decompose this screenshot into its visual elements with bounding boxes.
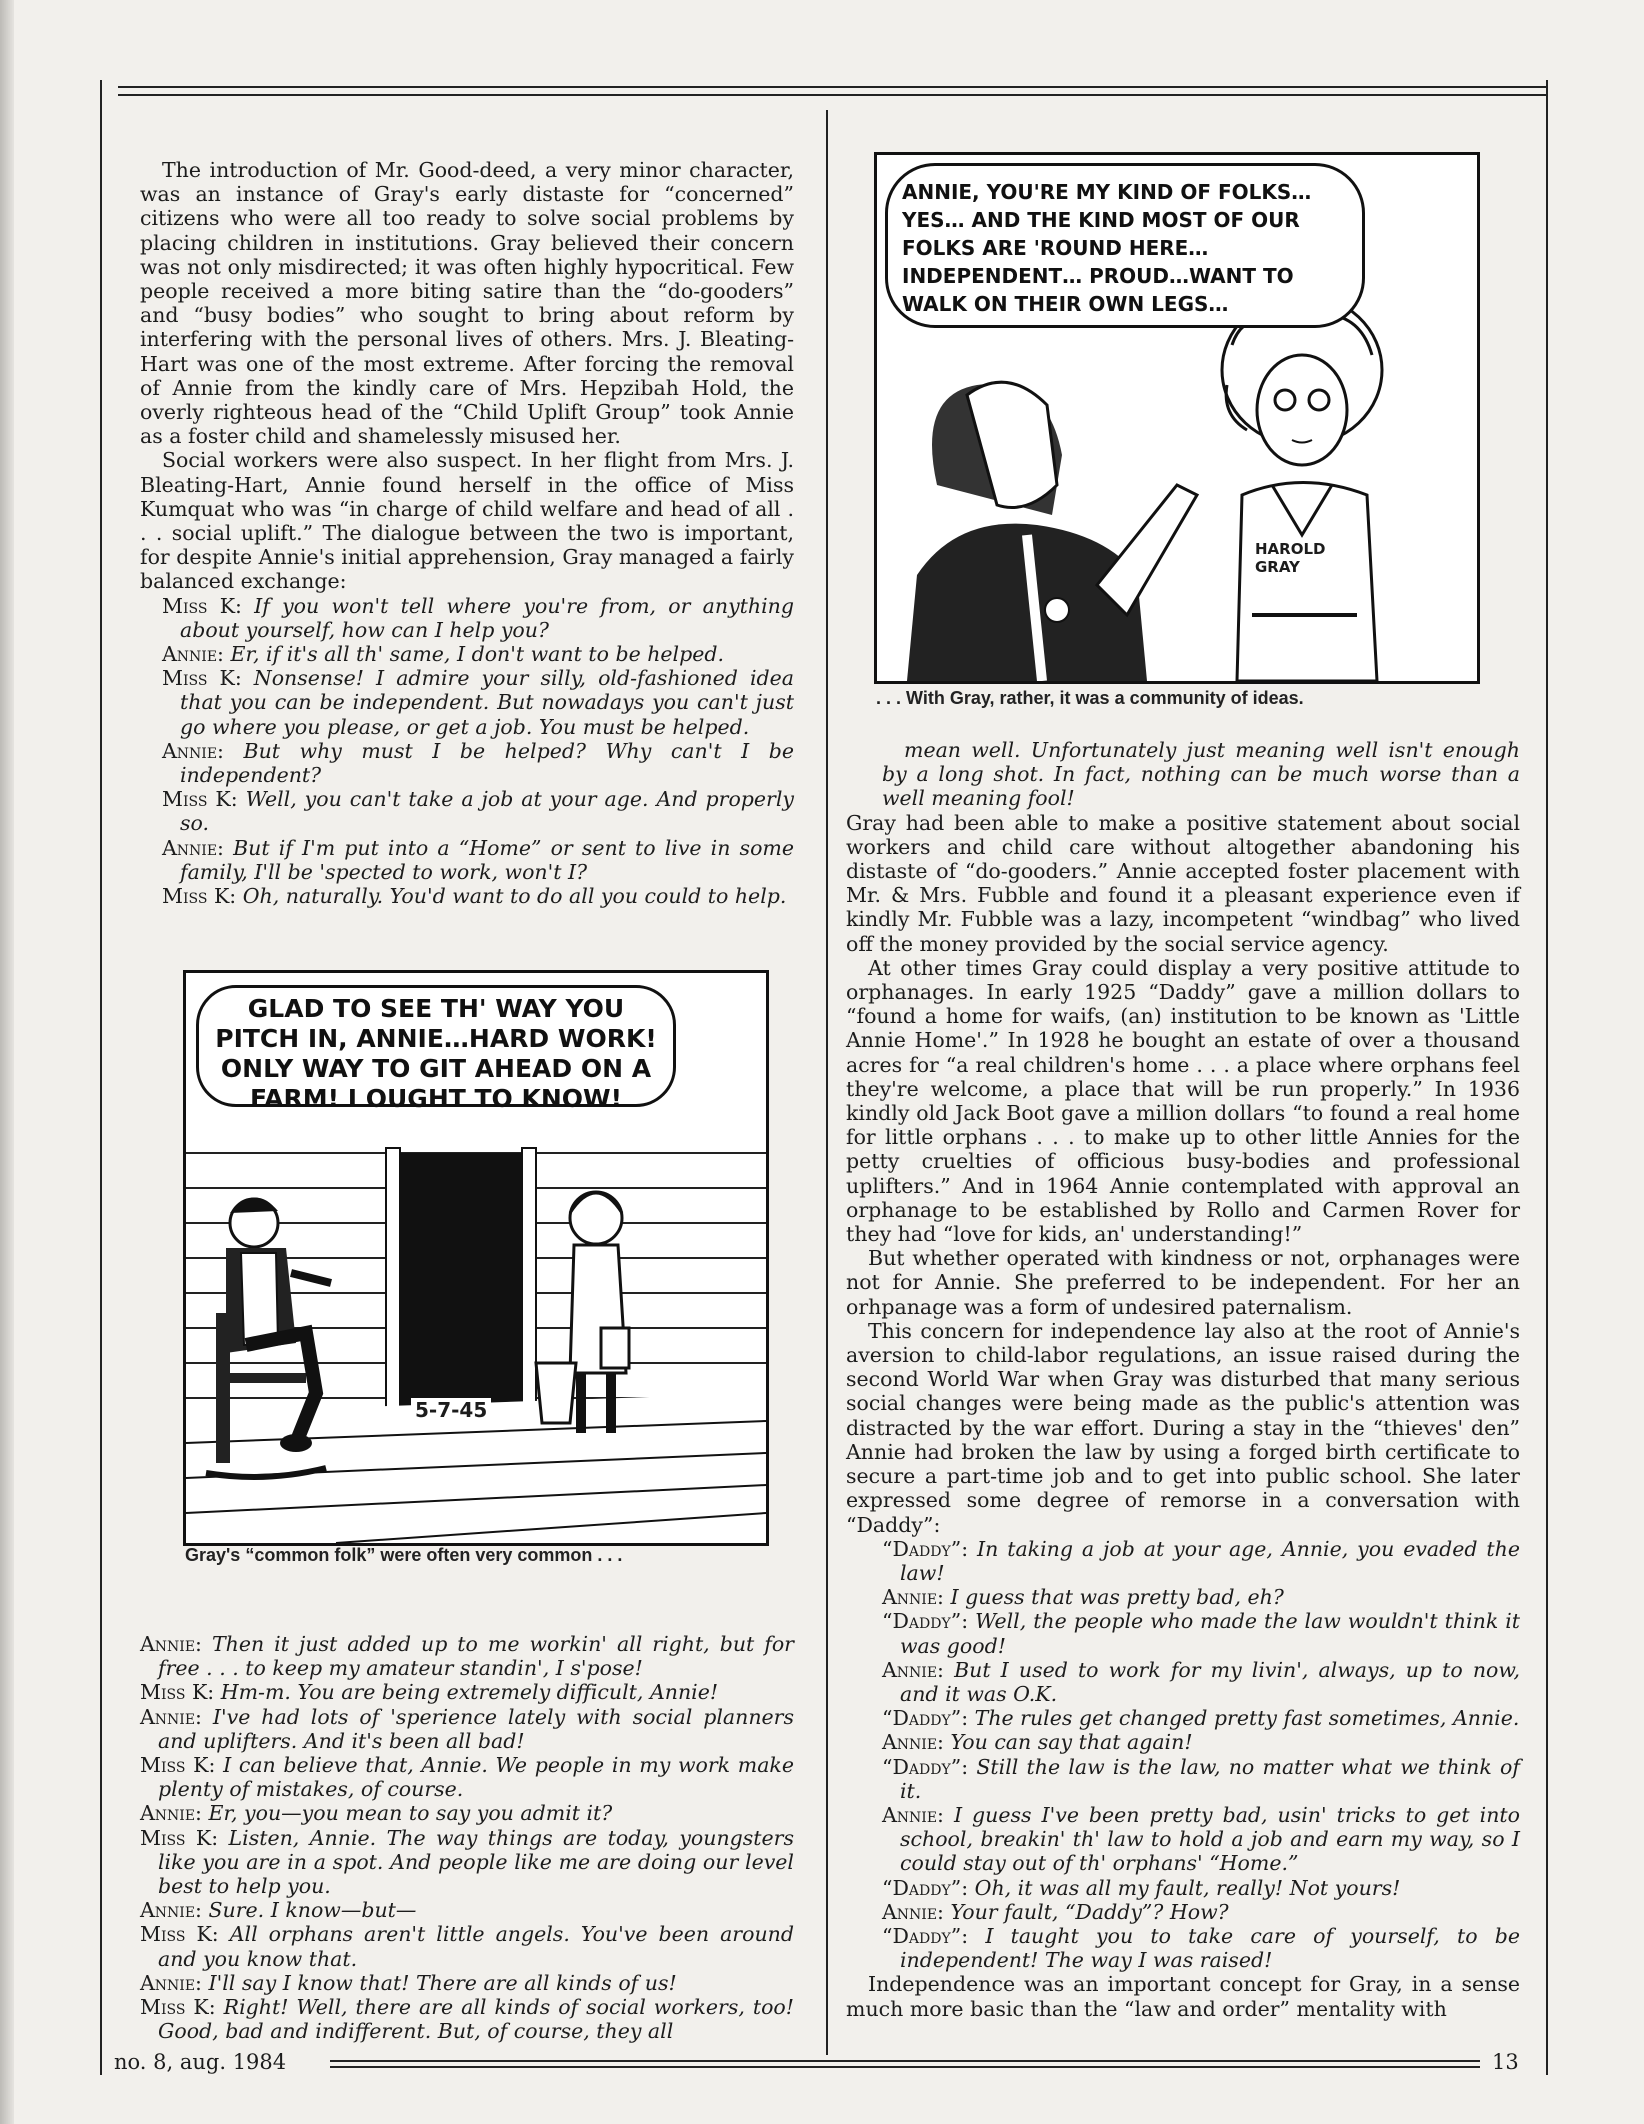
speaker-label: Annie: [140,1898,202,1923]
column-1-bottom [140,1632,794,2043]
paragraph: At other times Gray could display a very positive attitude to orphanages. In early 1925 “Daddy” gave a million dollars to “found a home for waifs, (an) institution to be known as 'Little Annie Home'.” In 1928 he bought an estate of over a thousand acres for “a real children's home . . . a place where orphans feel they're welcome, a place that will be run properly.” In 1936 kindly old Jack Boot gave a million dollars “to found a real home for little orphans . . . to make up to other little Annies for the petty cruelties of officious busy-bodies and professional uplifters.” And in 1964 Annie contemplated with approval an orphanage to be established by Rollo and Carmen Rover for they had “love for kids, an' understanding!” [846,955,1520,1247]
dialogue-text: The rules get changed pretty fast sometimes, Annie. [974,1706,1520,1731]
speaker-label: Annie: [882,1657,944,1682]
dialogue-line [162,642,794,666]
dialogue-line [140,1971,794,1995]
speaker-label: Annie: [882,1899,944,1924]
dialogue-line [140,1680,794,1704]
footer-rule-2 [330,2066,1480,2068]
dialogue-text: You can say that again! [950,1730,1193,1755]
artist-signature: HAROLD GRAY [1255,540,1335,576]
speaker-label: Annie: [882,1585,944,1610]
top-rule-2 [118,94,1546,96]
comic-caption-1: Gray's “common folk” were often very common . . . [185,1545,623,1565]
dialogue-line [882,1706,1520,1730]
speaker-label: Annie: [882,1730,944,1755]
dialogue-text: But I used to work for my livin', always, up to now, and it was O.K. [900,1657,1520,1706]
dialogue-text: In taking a job at your age, Annie, you evaded the law! [900,1536,1520,1585]
dialogue-text: All orphans aren't little angels. You've been around and you know that. [158,1922,794,1971]
speaker-label: “Daddy”: [882,1875,969,1900]
speaker-label: Miss K: [140,1995,216,2020]
dialogue-text: I've had lots of 'sperience lately with social planners and uplifters. And it's been all bad! [158,1704,794,1753]
page-border-left [100,80,102,2075]
dialogue-line [162,884,794,908]
speaker-label: Miss K: [140,1922,219,1947]
dialogue-line [882,1900,1520,1924]
speaker-label: “Daddy”: [882,1754,969,1779]
dialogue-text: Oh, it was all my fault, really! Not yours! [974,1875,1401,1900]
speaker-label: Miss K: [162,666,242,691]
paragraph: The introduction of Mr. Good-deed, a very minor character, was an instance of Gray's early distaste for “concerned” citizens who were all too ready to solve social problems by placing children in institutions. Gray believed their concern was not only misdirected; it was often highly hypocritical. Few people received a more biting satire than the “do-gooders” and “busy bodies” who sought to bring about reform by interfering with the personal lives of others. Mrs. J. Bleating-Hart was one of the most extreme. After forcing the removal of Annie from the kindly care of Mrs. Hepzibah Hold, the overly righteous head of the “Child Uplift Group” took Annie as a foster child and shamelessly misused her. [140,158,794,449]
dialogue-text: Well, the people who made the law wouldn't think it was good! [900,1609,1520,1658]
dialogue-line [140,1898,794,1922]
dialogue-text: Right! Well, there are all kinds of social workers, too! Good, bad and indifferent. But, of course, they all [158,1995,794,2044]
dialogue-text: Sure. I know—but— [208,1898,417,1923]
dialogue-line [162,666,794,739]
speaker-label: Annie: [162,642,224,667]
dialogue-line [162,787,794,835]
paragraph-final: Independence was an important concept for Gray, in a sense much more basic than the “law and order” mentality with [846,1972,1520,2021]
dialogue-line [140,1922,794,1970]
paragraph: Social workers were also suspect. In her flight from Mrs. J. Bleating-Hart, Annie found herself in the office of Miss Kumquat who was “in charge of child welfare and head of all . . . social uplift.” The dialogue between the two is important, for despite Annie's initial apprehension, Gray managed a fairly balanced exchange: [140,448,794,594]
comic-panel-folks [874,152,1480,684]
speaker-label: Miss K: [140,1753,216,1778]
speaker-label: Miss K: [162,787,238,812]
dialogue-line [140,1801,794,1825]
speech-balloon-2 [885,163,1365,328]
dialogue-text: Hm-m. You are being extremely difficult, Annie! [220,1680,719,1705]
dialogue-line [162,594,794,642]
comic-caption-2: . . . With Gray, rather, it was a community of ideas. [876,688,1304,708]
dialogue-line [882,1924,1520,1972]
issue-label: no. 8, aug. 1984 [110,2050,290,2074]
speaker-label: Annie: [162,738,224,763]
balloon-text-2: ANNIE, YOU'RE MY KIND OF FOLKS… YES… AND THE KIND MOST OF OUR FOLKS ARE 'ROUND HERE…INDEPENDENT… PROUD…WANT TO WALK ON THEIR OWN LEGS… [902,180,1312,316]
top-rule [118,86,1546,88]
dialogue-text: But if I'm put into a “Home” or sent to live in some family, I'll be 'spected to work, won't I? [180,835,794,884]
page-border-right [1546,80,1548,2075]
dialogue-line [882,1803,1520,1876]
balloon-text: GLAD TO SEE TH' WAY YOU PITCH IN, ANNIE…HARD WORK! ONLY WAY TO GIT AHEAD ON A FARM! I OUGHT TO KNOW! [215,994,657,1113]
dialogue-text: Still the law is the law, no matter what we think of it. [900,1754,1520,1803]
dialogue-line [140,1753,794,1801]
dialogue-text: Then it just added up to me workin' all right, but for free . . . to keep my amateur standin', I s'pose! [158,1632,794,1681]
speaker-label: “Daddy”: [882,1923,969,1948]
speech-balloon [196,985,676,1113]
speaker-label: “Daddy”: [882,1609,969,1634]
dialogue-line [140,1995,794,2043]
dialogue-text: But why must I be helped? Why can't I be independent? [180,738,794,788]
column-divider [826,110,828,2055]
dialogue-text: I'll say I know that! There are all kinds of us! [208,1970,677,1995]
dialogue-text: Oh, naturally. You'd want to do all you could to help. [242,884,787,909]
speaker-label: Miss K: [140,1825,219,1850]
dialogue-text: I guess that was pretty bad, eh? [950,1585,1284,1610]
speaker-label: “Daddy”: [882,1706,969,1731]
column-2 [846,738,1520,2021]
dialogue-line [140,1826,794,1899]
paragraph: But whether operated with kindness or not, orphanages were not for Annie. She preferred to be independent. For her an orhpanage was a form of undesired paternalism. [846,1246,1520,1319]
strip-date: 5-7-45 [411,1398,491,1422]
dialogue-text: Your fault, “Daddy”? How? [950,1899,1229,1924]
dialogue-line [882,1730,1520,1754]
dialogue-text: I taught you to take care of yourself, to be independent! The way I was raised! [900,1923,1520,1973]
dialogue-line [882,1876,1520,1900]
speaker-label: Miss K: [162,884,237,909]
dialogue-line [882,1658,1520,1706]
dialogue-text: Well, you can't take a job at your age. And properly so. [180,787,794,836]
dialogue-text: I can believe that, Annie. We people in my work make plenty of mistakes, of course. [158,1753,794,1802]
dialogue-line [882,1755,1520,1803]
page-number: 13 [1488,2050,1523,2074]
dialogue-line [882,1585,1520,1609]
column-1-top [140,158,794,908]
dialogue-line [162,739,794,787]
dialogue-text: Er, you—you mean to say you admit it? [208,1801,613,1826]
dialogue-line [140,1632,794,1680]
speaker-label: Annie: [162,835,224,860]
dialogue-text: I guess I've been pretty bad, usin' tricks to get into school, breakin' th' law to hold a job and earn my way, so I could stay out of th' orphans' “Home.” [900,1802,1520,1876]
dialogue-line [882,1609,1520,1657]
speaker-label: Annie: [140,1632,202,1656]
speaker-label: Annie: [140,1704,202,1729]
comic-panel-farm [183,970,769,1546]
dialogue-text: Er, if it's all th' same, I don't want to be helped. [230,642,725,667]
page-binding-edge [0,0,14,2124]
speaker-label: Miss K: [162,593,242,618]
paragraph: Gray had been able to make a positive statement about social workers and child care without altogether abandoning his distaste of “do-gooders.” Annie accepted foster placement with Mr. & Mrs. Fubble and found it a pleasant experience even if kindly Mr. Fubble was a lazy, incompetent “windbag” who lived off the money provided by the social service agency. [846,810,1520,956]
dialogue-text: Listen, Annie. The way things are today, youngsters like you are in a spot. And people like me are doing our level best to help you. [158,1825,794,1899]
speaker-label: Annie: [140,1970,202,1995]
dialogue-text: Nonsense! I admire your silly, old-fashioned idea that you can be independent. But nowadays you can't just go where you please, or get a job. You must be helped. [180,666,794,739]
speaker-label: “Daddy”: [882,1536,969,1561]
footer-rule [330,2060,1480,2062]
paragraph: This concern for independence lay also at the root of Annie's aversion to child-labor regulations, an issue raised during the second World War when Gray was disturbed that many serious social changes were being made as the public's attention was distracted by the war effort. During a stay in the “thieves' den” Annie had broken the law by using a forged birth certificate to secure a part-time job and to get into public school. She later expressed some degree of remorse in a conversation with “Daddy”: [846,1318,1520,1537]
dialogue-line [162,836,794,884]
dialogue-text: If you won't tell where you're from, or anything about yourself, how can I help you? [180,593,794,642]
dialogue-line [140,1705,794,1753]
speaker-label: Miss K: [140,1680,215,1705]
speaker-label: Annie: [882,1802,944,1827]
speaker-label: Annie: [140,1801,202,1826]
dialogue-line [882,1537,1520,1585]
dialogue-continuation: mean well. Unfortunately just meaning well isn't enough by a long shot. In fact, nothing can be much worse than a well meaning fool! [882,738,1520,811]
